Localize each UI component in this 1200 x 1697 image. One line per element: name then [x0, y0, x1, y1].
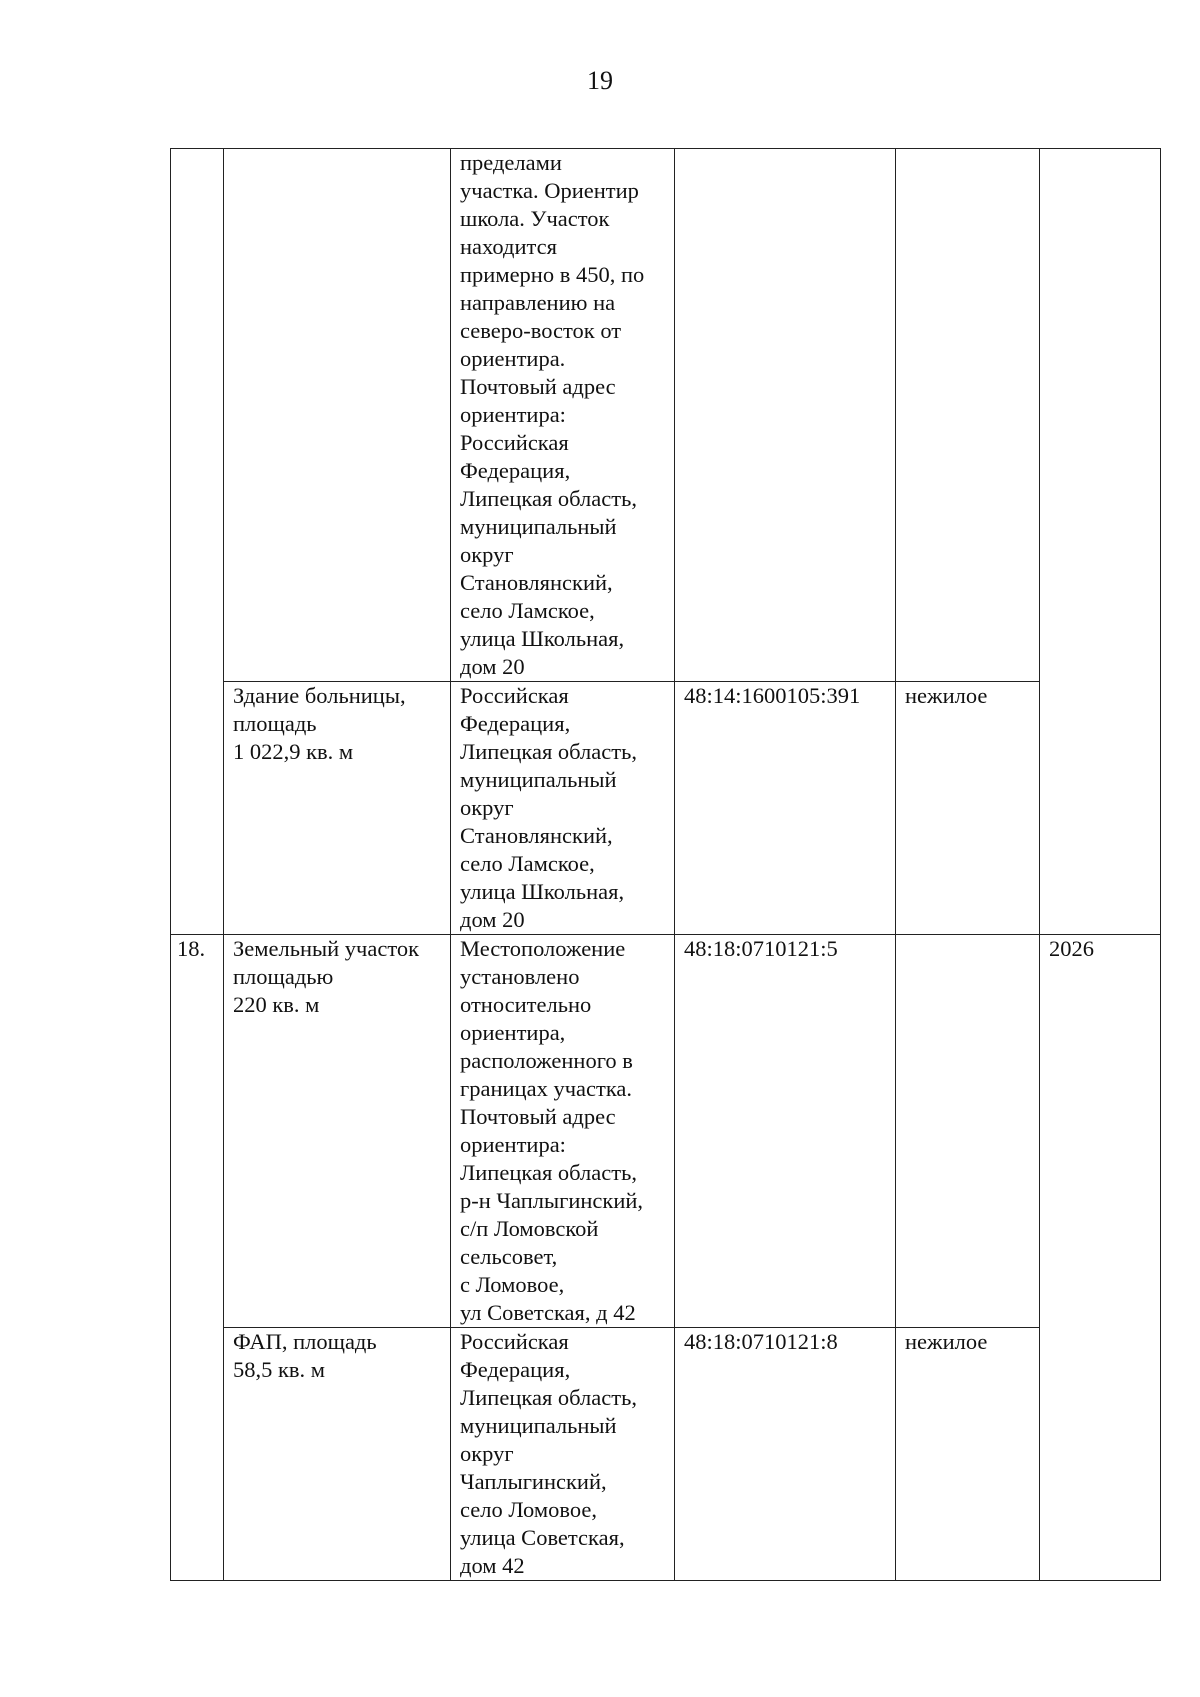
cell-text-line: муниципальный — [460, 1413, 617, 1438]
cell-text-line: село Ламское, — [460, 598, 595, 623]
object-cell — [224, 935, 451, 1328]
cell-text-line: границах участка. — [460, 1076, 633, 1101]
address-cell — [451, 149, 675, 682]
cell-text-line: улица Школьная, — [460, 626, 625, 651]
cell-text-line: ориентира: — [460, 1132, 566, 1157]
cell-text-line: округ — [460, 1441, 514, 1466]
cell-text-line: улица Советская, — [460, 1525, 625, 1550]
row-number-cell: 18. — [171, 935, 224, 1581]
cell-text-line: дом 20 — [460, 907, 525, 932]
cell-text-line: ориентира: — [460, 402, 566, 427]
cell-text-line: р-н Чаплыгинский, — [460, 1188, 644, 1213]
cell-text-line: пределами — [460, 150, 562, 175]
cell-text-line: сельсовет, — [460, 1244, 558, 1269]
table-row — [171, 1328, 1161, 1581]
cell-text-line: Липецкая область, — [460, 486, 637, 511]
cell-text-line: Федерация, — [460, 1357, 571, 1382]
page-number: 19 — [587, 66, 613, 95]
cell-text-line: Чаплыгинский, — [460, 1469, 607, 1494]
cell-text-line: ориентира, — [460, 1020, 566, 1045]
cell-text-line: Федерация, — [460, 711, 571, 736]
cell-text-line: школа. Участок — [460, 206, 610, 231]
cell-text-line: с/п Ломовской — [460, 1216, 599, 1241]
object-cell — [224, 1328, 451, 1581]
cadastral-cell: 48:18:0710121:5 — [675, 935, 896, 1328]
cell-text-line: установлено — [460, 964, 580, 989]
cell-text-line: расположенного в — [460, 1048, 633, 1073]
cell-text-line: участка. Ориентир — [460, 178, 639, 203]
cell-text-line: ул Советская, д 42 — [460, 1300, 636, 1325]
cell-text-line: Становлянский, — [460, 823, 613, 848]
purpose-cell — [896, 935, 1040, 1328]
property-table — [170, 148, 1161, 1581]
cell-text-line: дом 20 — [460, 654, 525, 679]
cell-text-line: Липецкая область, — [460, 1160, 637, 1185]
address-cell — [451, 682, 675, 935]
cell-text-line: село Ламское, — [460, 851, 595, 876]
cadastral-cell — [675, 149, 896, 682]
cell-text-line: площадью — [233, 964, 334, 989]
cadastral-cell: 48:14:1600105:391 — [675, 682, 896, 935]
cell-text-line: муниципальный — [460, 767, 617, 792]
cell-text-line: муниципальный — [460, 514, 617, 539]
cell-text-line: относительно — [460, 992, 592, 1017]
cell-text-line: Местоположение — [460, 936, 626, 961]
cell-text-line: Почтовый адрес — [460, 1104, 616, 1129]
cell-text-line: находится — [460, 234, 557, 259]
cell-text-line: село Ломовое, — [460, 1497, 597, 1522]
table-row — [171, 682, 1161, 935]
cell-text-line: площадь — [233, 711, 317, 736]
cell-text-line: Федерация, — [460, 458, 571, 483]
cell-text-line: Российская — [460, 430, 569, 455]
cell-text-line: 220 кв. м — [233, 992, 320, 1017]
cell-text-line: Липецкая область, — [460, 739, 637, 764]
cell-text-line: ФАП, площадь — [233, 1329, 377, 1354]
row-number-cell — [171, 149, 224, 935]
purpose-cell: нежилое — [896, 1328, 1040, 1581]
cell-text-line: Становлянский, — [460, 570, 613, 595]
year-cell: 2026 — [1040, 935, 1161, 1581]
object-cell — [224, 149, 451, 682]
address-cell — [451, 935, 675, 1328]
purpose-cell — [896, 149, 1040, 682]
cell-text-line: с Ломовое, — [460, 1272, 565, 1297]
table-row — [171, 149, 1161, 682]
cell-text-line: 1 022,9 кв. м — [233, 739, 354, 764]
year-cell — [1040, 149, 1161, 935]
cell-text-line: Почтовый адрес — [460, 374, 616, 399]
cell-text-line: ориентира. — [460, 346, 566, 371]
cell-text-line: Российская — [460, 1329, 569, 1354]
table-row — [171, 935, 1161, 1328]
cell-text-line: 58,5 кв. м — [233, 1357, 326, 1382]
purpose-cell: нежилое — [896, 682, 1040, 935]
cell-text-line: примерно в 450, по — [460, 262, 645, 287]
cell-text-line: округ — [460, 795, 514, 820]
cell-text-line: Земельный участок — [233, 936, 420, 961]
cell-text-line: направлению на — [460, 290, 616, 315]
cell-text-line: Липецкая область, — [460, 1385, 637, 1410]
object-cell — [224, 682, 451, 935]
cell-text-line: северо-восток от — [460, 318, 622, 343]
cell-text-line: дом 42 — [460, 1553, 525, 1578]
cell-text-line: Российская — [460, 683, 569, 708]
cadastral-cell: 48:18:0710121:8 — [675, 1328, 896, 1581]
cell-text-line: улица Школьная, — [460, 879, 625, 904]
cell-text-line: Здание больницы, — [233, 683, 406, 708]
address-cell — [451, 1328, 675, 1581]
cell-text-line: округ — [460, 542, 514, 567]
